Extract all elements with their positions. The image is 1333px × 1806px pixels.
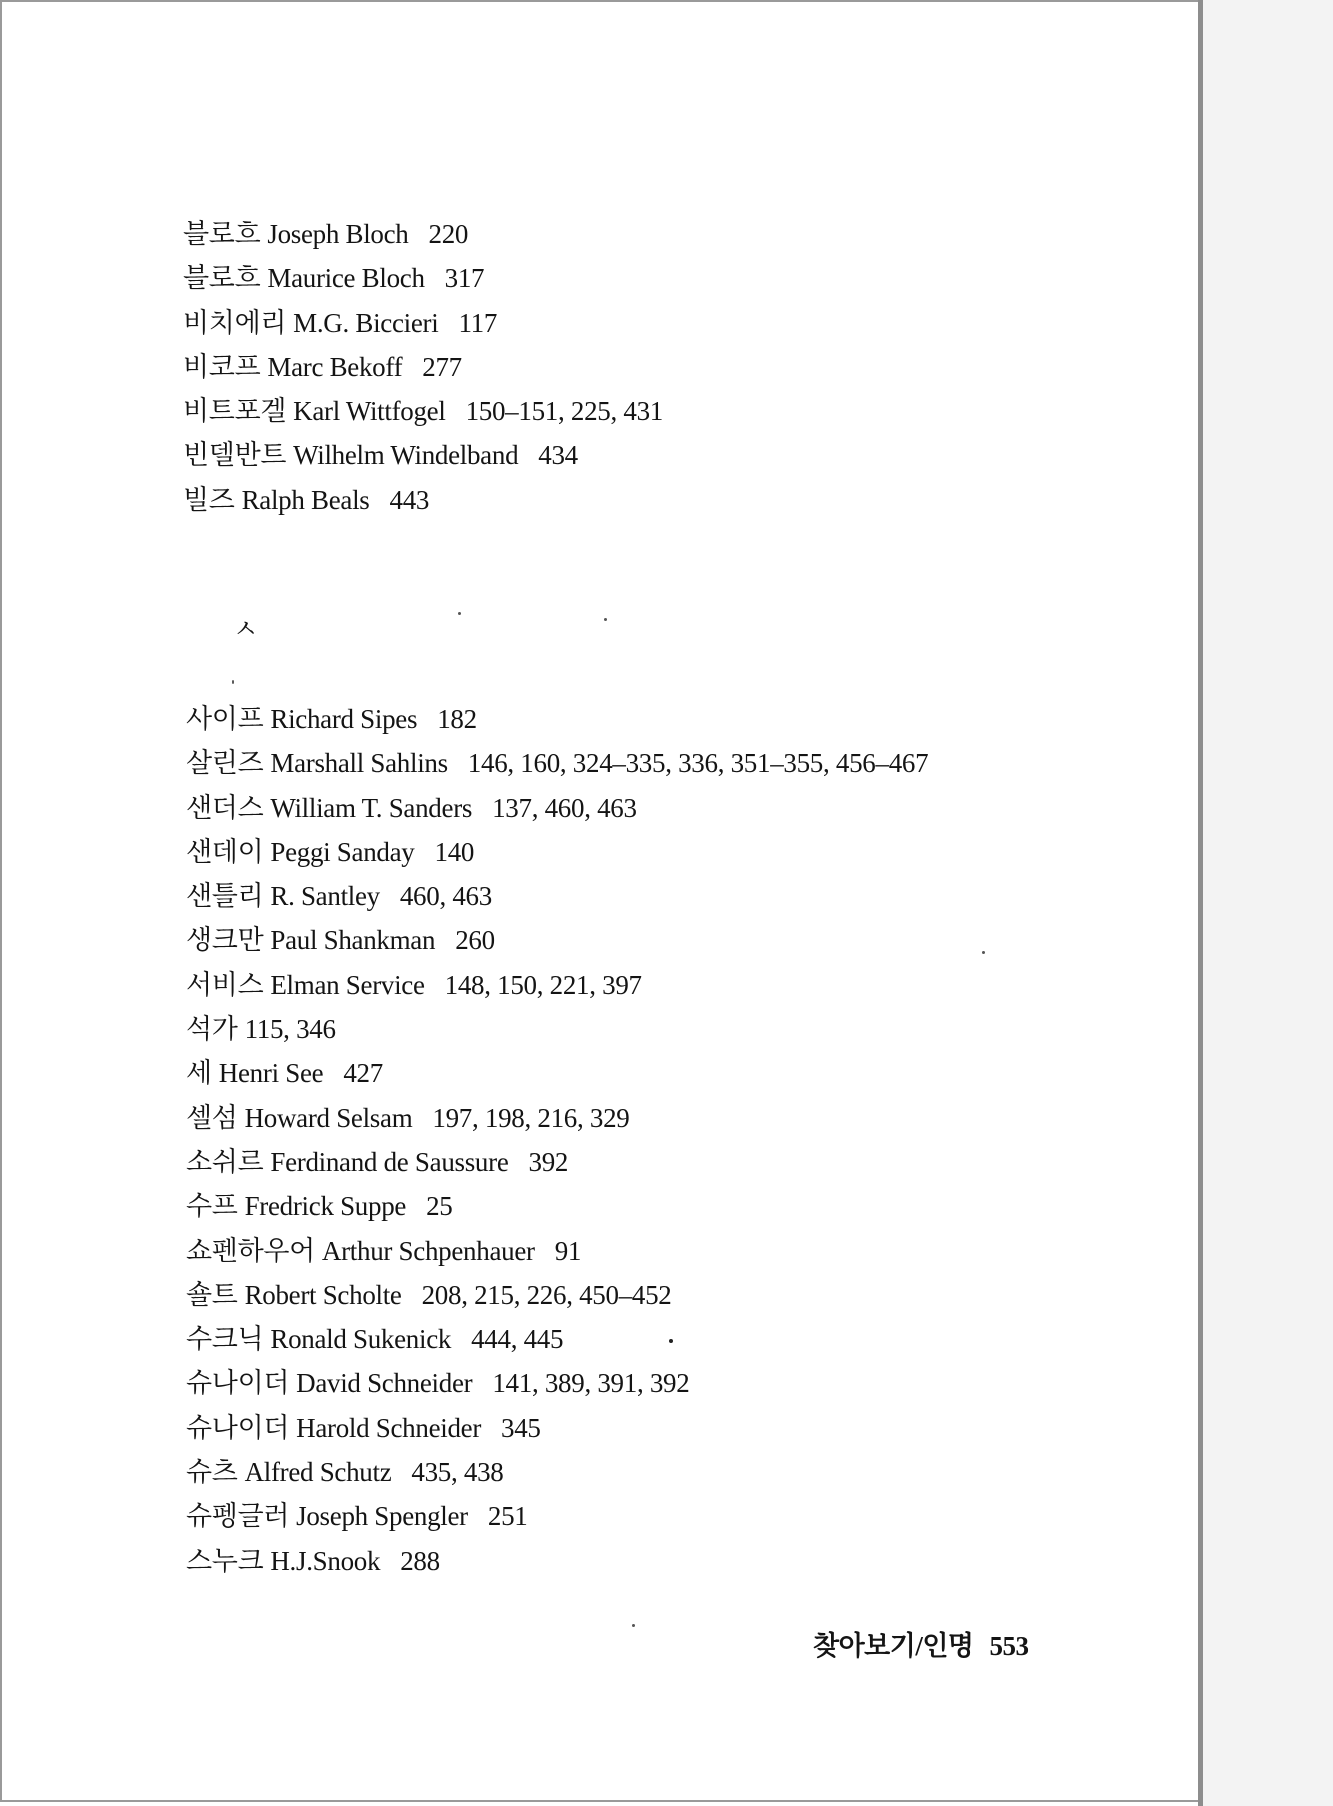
index-entry: [183, 345, 663, 389]
korean-name: 쇼펜하우어: [186, 1235, 315, 1266]
english-name: Richard Sipes: [270, 704, 418, 734]
page-footer: [813, 1628, 1029, 1664]
index-entry: [186, 830, 928, 874]
page-refs: 435, 438: [411, 1457, 504, 1488]
index-entry: [183, 212, 663, 256]
english-name: Maurice Bloch: [267, 263, 425, 294]
korean-name: 수프: [186, 1191, 238, 1222]
scan-speck: [604, 618, 607, 621]
page-refs: 392: [528, 1146, 569, 1177]
korean-name: 수크닉: [186, 1324, 264, 1355]
index-entry: [186, 1539, 928, 1583]
page-refs: 444, 445: [471, 1324, 564, 1355]
korean-name: 생크만: [186, 925, 264, 956]
index-entry: [186, 1007, 928, 1051]
korean-name: 스누크: [186, 1545, 264, 1576]
korean-name: 비치에리: [183, 307, 287, 338]
index-entry: [186, 1229, 928, 1273]
index-entry: [186, 1450, 928, 1494]
korean-name: 샌틀리: [186, 881, 264, 912]
page-number: 553: [989, 1631, 1029, 1661]
korean-name: 살린즈: [186, 748, 264, 779]
page-refs: 91: [554, 1235, 582, 1266]
korean-name: 슈나이더: [186, 1368, 290, 1399]
english-name: M.G. Biccieri: [293, 307, 439, 338]
english-name: H.J.Snook: [270, 1545, 381, 1576]
english-name: William T. Sanders: [270, 792, 473, 823]
english-name: Ronald Sukenick: [270, 1324, 452, 1355]
index-group-s: [186, 697, 928, 1583]
index-entry: [186, 1361, 928, 1405]
page-refs: 208, 215, 226, 450–452: [421, 1279, 672, 1310]
english-name: David Schneider: [296, 1368, 473, 1399]
korean-name: 사이프: [186, 704, 264, 734]
index-entry: [186, 874, 928, 918]
korean-name: 비코프: [183, 351, 261, 382]
english-name: Harold Schneider: [296, 1412, 482, 1443]
index-entry: [186, 1096, 928, 1140]
korean-name: 석가: [186, 1014, 238, 1045]
index-entry: [183, 433, 663, 477]
page-refs: 182: [437, 704, 477, 734]
index-entry: [186, 1494, 928, 1538]
english-name: Joseph Spengler: [296, 1501, 468, 1532]
english-name: Wilhelm Windelband: [293, 440, 519, 471]
korean-name: 슈나이더: [186, 1412, 290, 1443]
page-refs: 251: [487, 1501, 528, 1532]
index-entry: [186, 963, 928, 1007]
english-name: Robert Scholte: [244, 1279, 402, 1310]
page-refs: 150–151, 225, 431: [465, 396, 663, 427]
footer-label: 찾아보기/인명: [813, 1631, 974, 1661]
english-name: Howard Selsam: [244, 1102, 413, 1133]
page-refs: 25: [426, 1191, 453, 1222]
english-name: Alfred Schutz: [244, 1457, 392, 1488]
scan-speck: [458, 612, 461, 615]
korean-name: 서비스: [186, 969, 264, 1000]
index-entry: [183, 389, 663, 433]
english-name: Karl Wittfogel: [293, 396, 446, 427]
scan-speck: [632, 1624, 635, 1627]
index-entry: [183, 256, 663, 300]
page-refs: 117: [458, 307, 498, 338]
english-name: R. Santley: [270, 881, 380, 912]
english-name: Ralph Beals: [241, 484, 370, 515]
index-entry: [186, 1406, 928, 1450]
page-refs: 115, 346: [244, 1014, 336, 1045]
english-name: Marc Bekoff: [267, 351, 403, 382]
english-name: Paul Shankman: [270, 925, 436, 956]
page-refs: 137, 460, 463: [492, 792, 637, 823]
english-name: Elman Service: [270, 969, 425, 1000]
index-entry: [183, 301, 663, 345]
korean-name: 샌더스: [186, 792, 264, 823]
index-entry: [183, 478, 663, 522]
korean-name: 빈델반트: [183, 440, 287, 471]
korean-name: 빌즈: [183, 484, 235, 515]
english-name: Arthur Schpenhauer: [321, 1235, 535, 1266]
page-refs: 197, 198, 216, 329: [432, 1102, 630, 1133]
page-refs: 260: [455, 925, 495, 956]
korean-name: 슈츠: [186, 1457, 238, 1488]
page-refs: 345: [501, 1412, 541, 1443]
english-name: Joseph Bloch: [267, 219, 409, 249]
page-refs: 317: [444, 263, 485, 294]
english-name: Peggi Sanday: [270, 836, 415, 867]
index-entry: [186, 1051, 928, 1095]
page-refs: 146, 160, 324–335, 336, 351–355, 456–467: [467, 748, 929, 779]
page-refs: 427: [343, 1058, 383, 1089]
page-refs: 288: [400, 1545, 440, 1576]
index-entry: [186, 918, 928, 962]
english-name: Ferdinand de Saussure: [270, 1146, 509, 1177]
scan-speck: [982, 951, 985, 954]
page-refs: 140: [434, 836, 475, 867]
page-edge: [1198, 0, 1203, 1806]
korean-name: 셀섬: [186, 1102, 238, 1133]
korean-name: 세: [186, 1058, 212, 1089]
korean-name: 샌데이: [186, 836, 264, 867]
page-refs: 434: [538, 440, 578, 471]
korean-name: 비트포겔: [183, 396, 287, 427]
page-refs: 277: [422, 351, 462, 382]
page-refs: 460, 463: [399, 881, 492, 912]
korean-name: 소쉬르: [186, 1146, 264, 1177]
page-refs: 443: [389, 484, 430, 515]
korean-name: 블로흐: [183, 219, 261, 249]
index-entry: [186, 786, 928, 830]
page-refs: 148, 150, 221, 397: [444, 969, 642, 1000]
index-entry: [186, 1273, 928, 1317]
english-name: Fredrick Suppe: [244, 1191, 407, 1222]
scan-background: [1203, 0, 1333, 1806]
page-refs: 141, 389, 391, 392: [492, 1368, 690, 1399]
index-entry: [186, 741, 928, 785]
korean-name: 블로흐: [183, 263, 261, 294]
section-heading-s: ㅅ: [233, 615, 259, 645]
korean-name: 숄트: [186, 1279, 238, 1310]
index-entry: [186, 1317, 928, 1361]
scan-speck: [232, 680, 234, 684]
index-group-b: [183, 212, 663, 522]
index-entry: [186, 1140, 928, 1184]
page-refs: 220: [428, 219, 469, 249]
index-entry: [186, 1184, 928, 1228]
korean-name: 슈펭글러: [186, 1501, 290, 1532]
english-name: Marshall Sahlins: [270, 748, 448, 779]
english-name: Henri See: [218, 1058, 324, 1089]
index-entry: [186, 697, 928, 741]
